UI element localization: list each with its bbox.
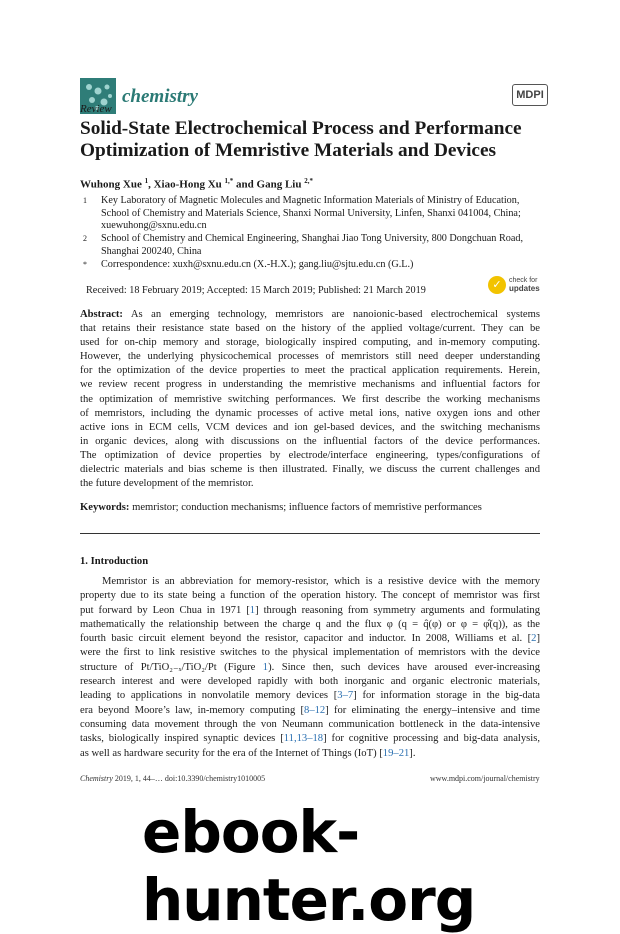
text-line: the future development of the memristor. bbox=[80, 478, 254, 490]
figure-link[interactable]: 1 bbox=[262, 661, 269, 673]
text-line: were the first to link resistive switches to the physical implementation of memristors with the device bbox=[80, 647, 540, 659]
article-title bbox=[80, 118, 550, 162]
affiliation-item bbox=[80, 259, 550, 272]
author-name: Gang Liu bbox=[256, 178, 302, 191]
text-line: property due to its state being a function of the operation history. The concept of memristor was first bbox=[80, 590, 540, 602]
check-for-updates-label bbox=[509, 277, 540, 294]
text-line: the optimization of memristive switching performances. We first describe the working mechanisms bbox=[80, 393, 540, 405]
footer-citation-text: 2019, 1, 44–… doi:10.3390/chemistry1010005 bbox=[112, 774, 266, 783]
text-line: for the optimization of the device properties to meet the practical application requirements. Herein, bbox=[80, 365, 540, 377]
abstract bbox=[80, 308, 540, 491]
text-line: However, the underlying physicochemical processes of memristors still need deeper understanding bbox=[80, 351, 540, 363]
text-line: leading to applications in nonvolatile memory devices [3–7] for information storage in the big-data bbox=[80, 690, 541, 702]
author-affiliation-mark: 1 bbox=[144, 177, 149, 185]
citation-link[interactable]: 1 bbox=[249, 604, 256, 616]
affiliation-text: School of Chemistry and Chemical Engineering, Shanghai Jiao Tong University, 800 Dongchuan Road, Shanghai 200240, China bbox=[101, 233, 523, 257]
text-line: era beyond Moore’s law, in-memory computing [8–12] for eliminating the energy–intensive and time bbox=[80, 704, 540, 716]
footer-website[interactable]: www.mdpi.com/journal/chemistry bbox=[430, 774, 540, 783]
correspondence-text: Correspondence: xuxh@sxnu.edu.cn (X.-H.X.); gang.liu@sjtu.edu.cn (G.L.) bbox=[101, 258, 414, 270]
introduction-paragraph bbox=[80, 575, 540, 761]
affiliation-item bbox=[80, 195, 550, 233]
author-name: Wuhong Xue bbox=[80, 178, 142, 191]
text-line: as well as hardware security for the era of the Internet of Things (IoT) [19–21]. bbox=[80, 747, 416, 759]
article-type: Review bbox=[80, 103, 112, 115]
text-line: active ions in ECM cells, VCM devices and ion gel-based devices, and the switching mechanisms bbox=[80, 421, 540, 433]
text-line: mathematically the relationship between the charge q and the flux φ (q = q̂(φ) or φ = φ̂(q)), as the bbox=[80, 618, 540, 630]
text-line: in organic devices, along with discussions on the influential factors of the device performances. bbox=[80, 435, 540, 447]
title-line: Solid-State Electrochemical Process and Performance bbox=[80, 118, 522, 139]
citation-link[interactable]: 2 bbox=[531, 633, 537, 645]
title-line: Optimization of Memristive Materials and Devices bbox=[80, 140, 497, 161]
affiliation-mark: * bbox=[83, 259, 87, 269]
keywords-label: Keywords: bbox=[80, 502, 130, 513]
text-line: dielectric materials and bias scheme is then illustrated. Finally, we discuss the current challenges and bbox=[80, 464, 540, 476]
author-separator: and bbox=[233, 178, 257, 191]
mdpi-logo: MDPI bbox=[512, 84, 548, 106]
text-line: put forward by Leon Chua in 1971 [1] through reasoning from symmetry arguments and formulating bbox=[80, 604, 540, 616]
author-list bbox=[80, 177, 313, 191]
affiliation-item bbox=[80, 233, 550, 258]
affiliations bbox=[80, 195, 550, 271]
author-affiliation-mark: 1,* bbox=[224, 177, 234, 185]
text-line: used for on-chip memory and storage, biologically inspired computing, and in-memory computing. bbox=[80, 337, 540, 349]
abstract-label: Abstract: bbox=[80, 309, 123, 320]
text-line: tasks, biologically inspired synaptic devices [11,13–18] for cognitive processing and big-data analysis, bbox=[80, 733, 540, 745]
text-line: of memristors, including the dynamic processes of active metal ions, native oxygen ions and other bbox=[80, 407, 540, 419]
keywords-text: memristor; conduction mechanisms; influence factors of memristive performances bbox=[129, 502, 482, 513]
divider bbox=[80, 533, 540, 534]
text-line: research interest and were developed rapidly with both inorganic and organic electronic materials, bbox=[80, 676, 540, 688]
footer-citation bbox=[80, 774, 265, 784]
text-line: structure of Pt/TiO₂₋ₓ/TiO₂/Pt (Figure 1). Since then, such devices have aroused ever-increasing bbox=[80, 661, 541, 673]
citation-link[interactable]: 19–21 bbox=[382, 747, 410, 759]
text-line: Memristor is an abbreviation for memory-resistor, which is a resistive device with the memory bbox=[102, 576, 540, 587]
check-for-updates-badge[interactable] bbox=[488, 276, 540, 294]
check-for-label: check for bbox=[509, 276, 538, 284]
section-heading: 1. Introduction bbox=[80, 556, 149, 567]
author-separator: , bbox=[148, 178, 154, 191]
author-name: Xiao-Hong Xu bbox=[153, 178, 222, 191]
check-icon: ✓ bbox=[488, 276, 506, 294]
text-line: fourth basic circuit element beyond the resistor, capacitor and inductor. In 2008, Williams et al. [2] bbox=[80, 633, 540, 645]
publication-dates: Received: 18 February 2019; Accepted: 15 March 2019; Published: 21 March 2019 bbox=[86, 285, 426, 296]
updates-label: updates bbox=[509, 283, 540, 293]
affiliation-mark: 1 bbox=[83, 196, 87, 205]
affiliation-text: Key Laboratory of Magnetic Molecules and Magnetic Information Materials of Ministry of Education, School of Chemistry and Materials Science, Shanxi Normal University, Linfen, Shanxi 041004, China; xuewuhong@sxnu.edu.cn bbox=[101, 195, 521, 232]
text-line: Abstract: As an emerging technology, memristors are nanoionic-based electrochemical systems bbox=[80, 309, 540, 320]
author-affiliation-mark: 2,* bbox=[304, 177, 313, 185]
citation-link[interactable]: 11,13–18 bbox=[283, 733, 324, 745]
text-line: that retains their resistance state based on the history of the applied voltage/current. They can be bbox=[80, 323, 540, 335]
journal-name: chemistry bbox=[122, 86, 198, 107]
text-line: consuming data movement through the von Neumann communication bottleneck in the data-intensive bbox=[80, 718, 540, 730]
citation-link[interactable]: 8–12 bbox=[304, 704, 326, 716]
watermark: ebook-hunter.org bbox=[142, 798, 476, 934]
text-line: The optimization of device properties by electrode/interface engineering, types/configurations of bbox=[80, 449, 540, 461]
keywords bbox=[80, 502, 482, 513]
citation-link[interactable]: 3–7 bbox=[337, 690, 354, 702]
affiliation-mark: 2 bbox=[83, 234, 87, 244]
text-line: we review recent progress in understanding the memristive mechanisms and influential factors for bbox=[80, 379, 540, 391]
footer-journal: Chemistry bbox=[80, 774, 113, 783]
